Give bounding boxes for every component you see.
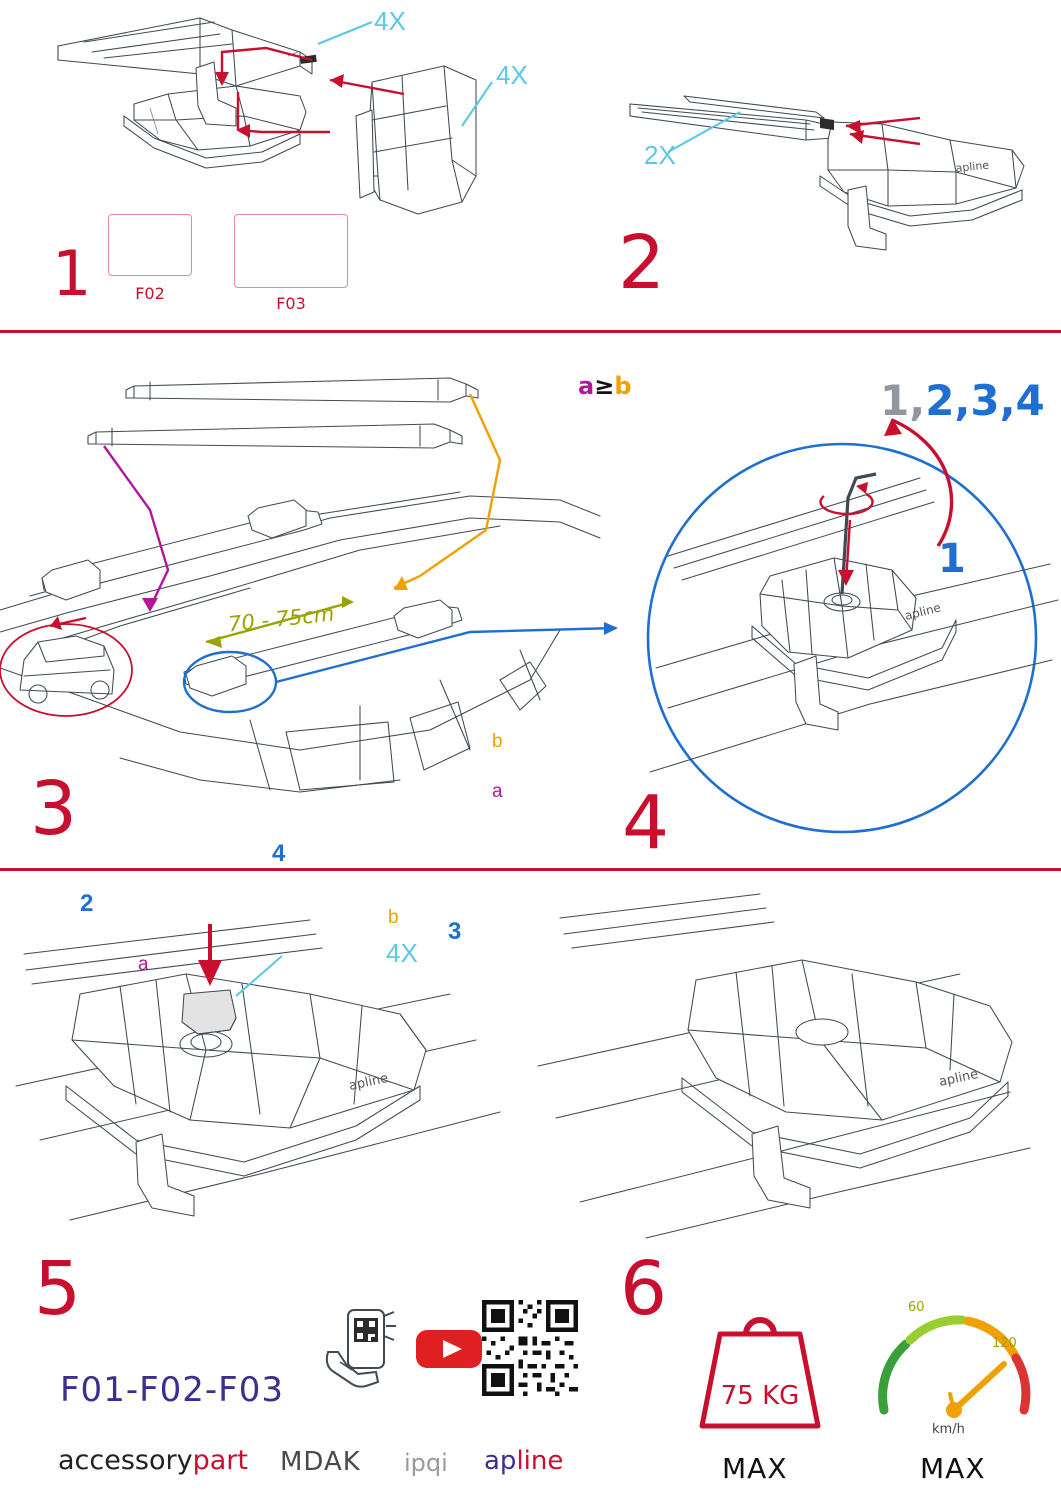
max-weight-value: 75 KG bbox=[720, 1381, 800, 1411]
max-weight-icon bbox=[680, 1300, 840, 1450]
step5-finished-illustration bbox=[530, 890, 1050, 1250]
speed-tick-120: 120 bbox=[992, 1336, 1017, 1351]
svg-text:apline: apline bbox=[954, 158, 990, 175]
brand-apline bbox=[484, 1448, 563, 1474]
step4-illustration bbox=[620, 368, 1060, 868]
step1-label-4x-right: 4X bbox=[496, 60, 528, 90]
svg-text:apline: apline bbox=[347, 1070, 390, 1094]
speed-unit: km/h bbox=[932, 1422, 965, 1437]
step5-illustration bbox=[10, 890, 530, 1250]
brand-apline-right: line bbox=[516, 1446, 564, 1476]
relation-b: b bbox=[614, 372, 632, 400]
part-inset-f02 bbox=[108, 214, 192, 276]
step4-sequence-grey: 1, bbox=[880, 376, 926, 425]
step2-label-2x: 2X bbox=[644, 140, 676, 170]
section-divider-1 bbox=[0, 330, 1061, 333]
youtube-icon[interactable] bbox=[414, 1324, 484, 1374]
brand-mdak: MDAK bbox=[280, 1447, 361, 1477]
part-inset-f03 bbox=[234, 214, 348, 288]
part-caption-f03: F03 bbox=[276, 294, 306, 313]
step3-label-2: 2 bbox=[80, 890, 94, 917]
step1-label-4x-top: 4X bbox=[374, 6, 406, 36]
phone-qr-scan-icon bbox=[320, 1308, 400, 1398]
brand-accessory-left: accessory bbox=[58, 1445, 193, 1476]
brand-ipqi: ipqi bbox=[404, 1449, 448, 1477]
step4-sequence-blue: 2,3,4 bbox=[925, 376, 1045, 425]
model-code: F01-F02-F03 bbox=[60, 1370, 284, 1410]
svg-text:apline: apline bbox=[903, 600, 943, 623]
step3-label-3: 3 bbox=[448, 918, 462, 945]
speed-tick-60: 60 bbox=[908, 1300, 925, 1315]
max-speed-caption: MAX bbox=[920, 1452, 986, 1485]
relation-operator: ≥ bbox=[594, 372, 615, 400]
step-number-1: 1 bbox=[52, 237, 92, 310]
step3-label-b-lower: b bbox=[388, 907, 399, 928]
step3-label-b-bar: b bbox=[492, 731, 503, 752]
brand-accessorypart bbox=[58, 1447, 248, 1474]
relation-a: a bbox=[578, 372, 595, 400]
step3-label-a-lower: a bbox=[138, 954, 149, 975]
step-number-3: 3 bbox=[30, 766, 78, 852]
step-number-2: 2 bbox=[618, 220, 666, 306]
brand-accessory-right: part bbox=[192, 1445, 248, 1476]
step3-dimension-label: 70 - 75cm bbox=[227, 601, 336, 637]
step4-callout-1: 1 bbox=[938, 536, 966, 582]
step3-label-a-bar: a bbox=[492, 781, 503, 802]
brand-apline-left: ap bbox=[484, 1446, 517, 1476]
part-caption-f02: F02 bbox=[135, 284, 165, 303]
step-number-5: 5 bbox=[34, 1246, 82, 1332]
step4-sequence bbox=[880, 376, 1045, 425]
step-number-4: 4 bbox=[622, 780, 670, 866]
qr-code-icon bbox=[482, 1300, 578, 1396]
step5-label-4x: 4X bbox=[386, 938, 418, 968]
max-weight-caption: MAX bbox=[722, 1452, 788, 1485]
svg-text:apline: apline bbox=[937, 1066, 980, 1090]
step3-label-4: 4 bbox=[272, 840, 286, 867]
step2-illustration bbox=[620, 0, 1050, 330]
step-number-6: 6 bbox=[620, 1246, 668, 1332]
